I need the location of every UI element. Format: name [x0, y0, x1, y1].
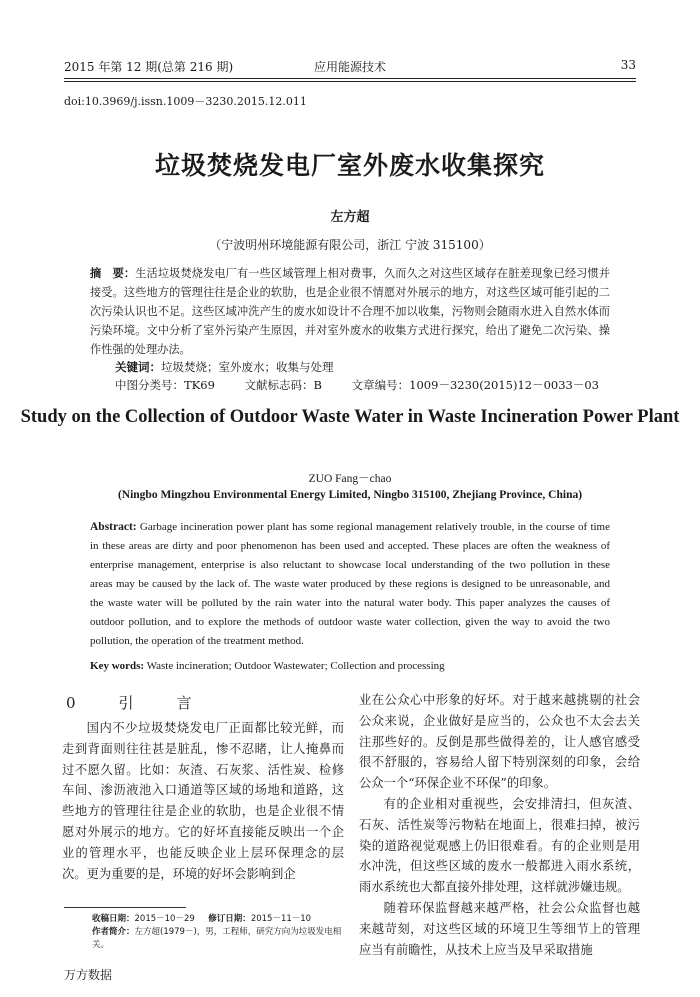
- footnote: [92, 913, 344, 952]
- received-label: 收稿日期：: [92, 914, 135, 924]
- received-date: 2015－10－29: [134, 914, 195, 924]
- doi: doi:10.3969/j.issn.1009－3230.2015.12.011: [64, 95, 307, 108]
- author-bio-label: 作者简介：: [92, 927, 135, 937]
- revised-label: 修订日期：: [208, 914, 251, 924]
- author-english: ZUO Fang－chao: [308, 473, 392, 485]
- body-paragraph: 业在公众心中形象的好坏。对于越来越挑剔的社会公众来说，企业做好是应当的，公众也不太会去关注那些好的。反倒是那些做得差的，让人感官感受很不舒服的，容易给人留下特别深刻的印象，会给公众一个“环保企业不环保”的印象。: [359, 693, 640, 791]
- journal-issue: 2015 年第 12 期(总第 216 期): [64, 60, 234, 74]
- header-rule-bottom: [64, 81, 636, 82]
- abstract-english-text: Garbage incineration power plant has some regional management relatively trouble, in the course of time in these areas are dirty and poor phenomenon has been used and accepted. These places are often the weakness of enterprise management, enterprise is also reluctant to showcase local understanding of the two pollution in these areas may be caused by the lack of. The waste water produced by these regions is designed to be unreasonable, and the waste water will be polluted by the rain water into the natural water body. This paper analyzes the causes of outdoor pollution, and to explore the methods of outdoor waste water collection, given the way to avoid the two pollution, the operation of the treatment method.: [90, 521, 610, 647]
- body-right-column: [359, 690, 640, 960]
- abstract-english-label: Abstract:: [90, 521, 137, 533]
- keywords-chinese: [115, 359, 334, 375]
- header-rule-top: [64, 78, 636, 79]
- body-paragraph: 随着环保监督越来越严格，社会公众监督也越来越苛刻，对这些区域的环境卫生等细节上的管理应当有前瞻性，从技术上应当及早采取措施: [359, 900, 640, 957]
- title-english: Study on the Collection of Outdoor Waste Water in Waste Incineration Power Plant: [20, 407, 680, 427]
- footnote-author: [92, 926, 344, 952]
- author-bio: 左方超(1979－)，男，工程师，研究方向为垃圾发电相关。: [92, 927, 342, 950]
- abstract-chinese: [90, 264, 610, 359]
- body-paragraph: 有的企业相对重视些，会安排清扫，但灰渣、石灰、活性炭等污物粘在地面上，很难扫掉，被污染的道路视觉观感上仍旧很难看。有的企业则是用水冲洗，但这些区域的废水一般都进入雨水系统，雨水系统也大都直接外排处理，这样就涉嫌违规。: [359, 796, 640, 895]
- running-header: [64, 58, 636, 76]
- section-heading: 0 引 言: [66, 694, 206, 712]
- classification-line: [115, 377, 625, 393]
- title-chinese: 垃圾焚烧发电厂室外废水收集探究: [154, 151, 545, 180]
- abstract-chinese-text: 生活垃圾焚烧发电厂有一些区域管理上相对费事，久而久之对这些区域存在脏差现象已经习惯并接受。这些地方的管理往往是企业的软肋，也是企业很不情愿对外展示的地方，对这些区域可能引起的二次污染认识也不足。这些区域冲洗产生的废水如设计不合理不加以收集，污物则会随雨水进入自然水体而污染环境。文中分析了室外污染产生原因，并对室外废水的收集方式进行探究，给出了避免二次污染、操作性强的处理办法。: [90, 267, 610, 356]
- affiliation-english: (Ningbo Mingzhou Environmental Energy Limited, Ningbo 315100, Zhejiang Province, China): [117, 489, 583, 501]
- keywords-chinese-text: 垃圾焚烧；室外废水；收集与处理: [161, 360, 334, 374]
- keywords-english-text: Waste incineration; Outdoor Wastewater; Collection and processing: [146, 660, 445, 672]
- footnote-dates: [92, 913, 344, 926]
- body-left-column: 国内不少垃圾焚烧发电厂正面都比较光鲜，而走到背面则往往甚是脏乱，惨不忍睹，让人掩鼻而过不愿久留。比如：灰渣、石灰浆、活性炭、检修车间、渗沥液池入口通道等区域的场地和道路，这些地方的管理往往是企业的软肋，也是企业很不情愿对外展示的地方。它的好坏直接能反映出一个企业的管理水平，也能反映企业上层环保理念的层次。更为重要的是，环境的好坏会影响到企: [62, 721, 344, 881]
- page-number: 33: [620, 58, 636, 72]
- abstract-english: [90, 518, 610, 651]
- footnote-rule: [64, 907, 186, 908]
- journal-name: 应用能源技术: [313, 60, 387, 74]
- keywords-english: [90, 660, 445, 672]
- watermark: 万方数据: [64, 968, 113, 982]
- keywords-chinese-label: 关键词：: [115, 360, 161, 374]
- article-number: 文章编号：1009－3230(2015)12－0033－03: [351, 378, 599, 392]
- affiliation-chinese: （宁波明州环境能源有限公司，浙江 宁波 315100）: [209, 238, 491, 252]
- keywords-english-label: Key words:: [90, 660, 145, 672]
- author-chinese: 左方超: [330, 210, 370, 225]
- clc-number: 中图分类号：TK69: [115, 378, 215, 392]
- abstract-chinese-label: 摘 要：: [90, 267, 136, 280]
- revised-date: 2015－11－10: [250, 914, 312, 924]
- document-code: 文献标志码：B: [244, 378, 323, 392]
